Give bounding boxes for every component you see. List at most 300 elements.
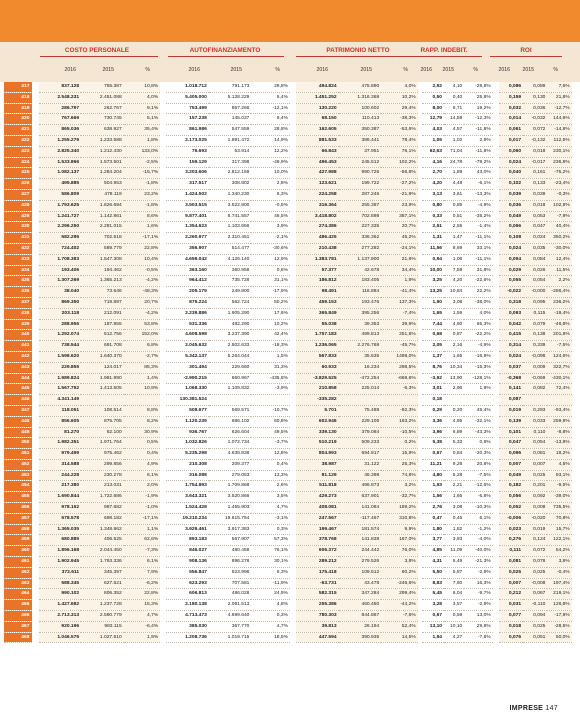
table-cell: -39,0% bbox=[547, 492, 571, 503]
table-cell: 0,68 bbox=[422, 330, 444, 341]
table-cell: 1.793.336 bbox=[81, 557, 124, 568]
table-cell: 14,59 bbox=[444, 114, 464, 125]
table-cell: 3.520.866 bbox=[209, 492, 252, 503]
table-cell: 65,3% bbox=[464, 319, 492, 330]
table-cell: 372.611 bbox=[39, 567, 82, 578]
table-cell: 860.967 bbox=[209, 373, 252, 384]
table-cell: -22,2% bbox=[464, 330, 492, 341]
table-cell: 1.598.620 bbox=[39, 351, 82, 362]
spacer-cell bbox=[572, 308, 580, 319]
table-cell: 229.660 bbox=[209, 362, 252, 373]
table-cell: 1.032.826 bbox=[166, 438, 209, 449]
group-title-autofinanziamento: AUTOFINANZIAMENTO bbox=[189, 47, 261, 54]
table-cell: 0,096 bbox=[499, 449, 523, 460]
table-cell: 4.341.149 bbox=[39, 395, 82, 406]
table-cell: 0,019 bbox=[499, 405, 523, 416]
table-cell: 7,44 bbox=[422, 319, 444, 330]
table-cell: 3.929.461 bbox=[166, 524, 209, 535]
spacer-cell bbox=[572, 535, 580, 546]
table-cell: -0,3% bbox=[547, 189, 571, 200]
table-cell: 298,5% bbox=[381, 362, 418, 373]
table-cell: 62,63 bbox=[422, 146, 444, 157]
table-cell: 738.544 bbox=[39, 341, 82, 352]
table-cell: 0,59 bbox=[444, 611, 464, 622]
table-cell: 0,018 bbox=[523, 146, 547, 157]
table-row bbox=[0, 82, 580, 92]
table-cell: -28,8% bbox=[464, 82, 492, 92]
rank-cell: 467 bbox=[4, 621, 32, 632]
table-cell: -14,8% bbox=[547, 125, 571, 136]
table-cell: 508.677 bbox=[166, 405, 209, 416]
spacer-cell bbox=[572, 459, 580, 470]
table-cell: 1.567.752 bbox=[39, 384, 82, 395]
rank-cell: 428 bbox=[4, 200, 32, 211]
table-cell: 6,04 bbox=[444, 589, 464, 600]
table-cell: -0,020 bbox=[523, 513, 547, 524]
table-cell: -4,0% bbox=[464, 535, 492, 546]
table-cell: 1.365.213 bbox=[81, 276, 124, 287]
table-cell: 162.605 bbox=[296, 125, 339, 136]
table-cell: 322,7% bbox=[547, 362, 571, 373]
table-row bbox=[0, 254, 580, 265]
table-cell: 110.413 bbox=[339, 114, 382, 125]
table-cell: 62.100 bbox=[81, 427, 124, 438]
table-cell: 482.290 bbox=[209, 319, 252, 330]
table-cell: 205.179 bbox=[166, 287, 209, 298]
table-cell: 1498,0% bbox=[381, 351, 418, 362]
table-cell: 3,08 bbox=[444, 503, 464, 514]
rank-cell: 465 bbox=[4, 600, 32, 611]
table-cell: -0,017 bbox=[523, 157, 547, 168]
table-cell: 5,45 bbox=[422, 589, 444, 600]
table-cell: 2,6% bbox=[251, 481, 290, 492]
table-cell: 203.118 bbox=[39, 308, 82, 319]
table-cell: 279.526 bbox=[339, 557, 382, 568]
table-cell: 19.815.754 bbox=[209, 513, 252, 524]
table-cell: 2.180.138 bbox=[166, 600, 209, 611]
table-cell: -45,7% bbox=[381, 341, 418, 352]
table-cell: 183.405 bbox=[339, 276, 382, 287]
table-cell: 1,56 bbox=[422, 492, 444, 503]
table-cell: 804.993 bbox=[296, 449, 339, 460]
table-cell: 1.241.727 bbox=[39, 211, 82, 222]
table-cell: 0,101 bbox=[499, 427, 523, 438]
table-cell: 856.605 bbox=[39, 416, 82, 427]
table-cell: 0,87 bbox=[444, 330, 464, 341]
table-cell: -44,2% bbox=[381, 600, 418, 611]
table-cell: 74,8% bbox=[381, 470, 418, 481]
table-row bbox=[0, 297, 580, 308]
table-cell: 33,1% bbox=[464, 243, 492, 254]
table-cell: 0,276 bbox=[499, 535, 523, 546]
rank-cell: 437 bbox=[4, 297, 32, 308]
table-cell: 1.027.510 bbox=[81, 632, 124, 643]
table-cell: -23,4% bbox=[547, 179, 571, 190]
table-cell: -13,8% bbox=[547, 438, 571, 449]
table-row bbox=[0, 524, 580, 535]
table-cell: 5,1% bbox=[124, 114, 161, 125]
table-cell: 0,089 bbox=[523, 82, 547, 92]
table-cell: 2.044.450 bbox=[81, 546, 124, 557]
table-cell: -24,1% bbox=[381, 243, 418, 254]
table-cell: -5,8% bbox=[464, 492, 492, 503]
table-cell: 0,017 bbox=[499, 135, 523, 146]
table-cell: 4,0% bbox=[464, 308, 492, 319]
table-cell: 0,061 bbox=[499, 125, 523, 136]
table-cell: 0,078 bbox=[523, 557, 547, 568]
table-cell: 230,1% bbox=[547, 146, 571, 157]
table-cell: -27,2% bbox=[381, 179, 418, 190]
table-cell: 274.386 bbox=[296, 222, 339, 233]
table-cell: 1.826.694 bbox=[81, 200, 124, 211]
table-cell: 0,4% bbox=[251, 459, 290, 470]
table-cell: 511.818 bbox=[296, 481, 339, 492]
table-cell: 0,014 bbox=[499, 114, 523, 125]
table-cell: 0,415 bbox=[499, 330, 523, 341]
table-cell: 30,9% bbox=[124, 427, 161, 438]
table-cell: 22,8% bbox=[124, 243, 161, 254]
table-cell: 3,8% bbox=[547, 557, 571, 568]
spacer-cell bbox=[572, 222, 580, 233]
table-cell: 1,02 bbox=[444, 135, 464, 146]
table-cell: 1.573.501 bbox=[81, 157, 124, 168]
table-cell: 277.282 bbox=[339, 243, 382, 254]
table-cell: 865.036 bbox=[39, 125, 82, 136]
table-cell: 512.756 bbox=[81, 330, 124, 341]
table-cell: 637.901 bbox=[339, 492, 382, 503]
table-cell: 167,0% bbox=[381, 535, 418, 546]
table-cell bbox=[339, 395, 382, 406]
table-cell: 582.315 bbox=[296, 589, 339, 600]
table-cell: 255.386 bbox=[296, 600, 339, 611]
table-cell: -4,2% bbox=[124, 276, 161, 287]
spacer-cell bbox=[572, 92, 580, 103]
table-cell: 22,8% bbox=[124, 589, 161, 600]
table-cell: 1.971.764 bbox=[81, 438, 124, 449]
spacer-cell bbox=[572, 567, 580, 578]
table-cell: 60,8% bbox=[251, 416, 290, 427]
table-cell: -93,4% bbox=[547, 405, 571, 416]
table-cell: 10,84 bbox=[444, 287, 464, 298]
table-cell: 10,2% bbox=[251, 319, 290, 330]
table-row bbox=[0, 330, 580, 341]
table-cell: 3.237.390 bbox=[209, 330, 252, 341]
table-cell: 2,55 bbox=[444, 222, 464, 233]
rank-cell: 438 bbox=[4, 308, 32, 319]
table-row bbox=[0, 427, 580, 438]
rank-cell: 424 bbox=[4, 157, 32, 168]
table-cell: 0,029 bbox=[499, 265, 523, 276]
table-cell: 861.986 bbox=[166, 125, 209, 136]
table-cell: -32,7% bbox=[381, 492, 418, 503]
table-cell: 0,093 bbox=[499, 308, 523, 319]
table-cell: -6,3% bbox=[381, 384, 418, 395]
table-cell: 224.258 bbox=[296, 189, 339, 200]
table-cell: 0,007 bbox=[499, 459, 523, 470]
table-cell: 98.491 bbox=[296, 287, 339, 298]
table-cell: 347.284 bbox=[339, 589, 382, 600]
spacer-cell bbox=[572, 135, 580, 146]
table-cell: 316.364 bbox=[296, 200, 339, 211]
table-cell: 1,8% bbox=[464, 384, 492, 395]
table-cell: 427.988 bbox=[296, 168, 339, 179]
table-cell: 0,339 bbox=[523, 341, 547, 352]
subheader-year: 2015 bbox=[522, 67, 534, 73]
table-row bbox=[0, 92, 580, 103]
table-cell: 60.933 bbox=[296, 362, 339, 373]
table-cell: 244.228 bbox=[39, 470, 82, 481]
table-cell: 0,051 bbox=[523, 632, 547, 643]
table-cell: 227.335 bbox=[339, 222, 382, 233]
table-cell: 2.812.159 bbox=[209, 168, 252, 179]
table-cell: 602.946 bbox=[296, 416, 339, 427]
table-cell: 193.406 bbox=[39, 265, 82, 276]
table-cell: 1.316.368 bbox=[339, 92, 382, 103]
table-cell: 908.136 bbox=[166, 557, 209, 568]
rank-cell: 463 bbox=[4, 578, 32, 589]
table-cell: 4,16 bbox=[422, 157, 444, 168]
table-cell: 2,16 bbox=[444, 341, 464, 352]
spacer-cell bbox=[572, 546, 580, 557]
table-cell: 26.194 bbox=[339, 621, 382, 632]
table-cell: 42.678 bbox=[339, 265, 382, 276]
table-cell: 0,052 bbox=[499, 503, 523, 514]
table-cell: -30,0% bbox=[547, 243, 571, 254]
rank-cell: 452 bbox=[4, 459, 32, 470]
table-cell: 0,060 bbox=[499, 146, 523, 157]
table-cell: -4,9% bbox=[464, 200, 492, 211]
table-cell: 556.847 bbox=[166, 567, 209, 578]
table-cell: 0,111 bbox=[499, 546, 523, 557]
table-cell: 1.072.734 bbox=[209, 438, 252, 449]
table-cell: 229.855 bbox=[39, 362, 82, 373]
table-cell: 0,6% bbox=[251, 265, 290, 276]
table-cell: 299,4% bbox=[381, 589, 418, 600]
table-cell: 3,2% bbox=[381, 481, 418, 492]
group-underline bbox=[168, 56, 284, 57]
table-row bbox=[0, 114, 580, 125]
rank-cell: 439 bbox=[4, 319, 32, 330]
table-cell: 137,3% bbox=[381, 297, 418, 308]
group-underline bbox=[296, 56, 416, 57]
group-title-roi: ROI bbox=[520, 47, 532, 54]
table-cell: 3.643.321 bbox=[166, 492, 209, 503]
table-cell: 406.525 bbox=[81, 535, 124, 546]
table-cell: 3,13 bbox=[422, 189, 444, 200]
table-cell: 189,2% bbox=[381, 503, 418, 514]
table-cell: 18,5% bbox=[251, 632, 290, 643]
table-cell: 578.578 bbox=[39, 513, 82, 524]
footer-page-number: 147 bbox=[545, 705, 558, 712]
table-cell: 210.308 bbox=[166, 459, 209, 470]
table-cell: 562.724 bbox=[209, 297, 252, 308]
table-cell: -3.829.525 bbox=[296, 373, 339, 384]
table-cell: 1.905.290 bbox=[209, 308, 252, 319]
table-cell: 514.477 bbox=[209, 243, 252, 254]
table-cell: 1.019.715 bbox=[209, 632, 252, 643]
rank-cell: 430 bbox=[4, 222, 32, 233]
table-cell: 1.340.230 bbox=[209, 189, 252, 200]
table-cell: 46.398 bbox=[339, 470, 382, 481]
table-cell: 19,2% bbox=[464, 103, 492, 114]
table-cell: 1.068.330 bbox=[166, 384, 209, 395]
table-cell: 236,2% bbox=[547, 297, 571, 308]
table-cell: 73.646 bbox=[81, 287, 124, 298]
table-cell: 5,28 bbox=[444, 470, 464, 481]
table-cell: 0,094 bbox=[523, 611, 547, 622]
table-cell: 0,040 bbox=[499, 168, 523, 179]
table-cell: 30,1% bbox=[251, 557, 290, 568]
spacer-cell bbox=[572, 200, 580, 211]
table-cell: 730.745 bbox=[81, 114, 124, 125]
table-cell: 0,047 bbox=[499, 438, 523, 449]
table-cell: 15,7% bbox=[547, 524, 571, 535]
rank-cell: 453 bbox=[4, 470, 32, 481]
table-cell: 0,076 bbox=[499, 632, 523, 643]
table-cell: 197,4% bbox=[547, 578, 571, 589]
table-cell: 8,4% bbox=[251, 114, 290, 125]
table-cell: 14,5% bbox=[381, 632, 418, 643]
table-cell: 0,072 bbox=[523, 546, 547, 557]
group-title-rapp-indebit: RAPP. INDEBIT. bbox=[420, 47, 468, 54]
table-cell: 0,141 bbox=[499, 384, 523, 395]
table-row bbox=[0, 546, 580, 557]
table-cell: 112,5% bbox=[547, 135, 571, 146]
table-cell: 1.255.279 bbox=[39, 135, 82, 146]
table-row bbox=[0, 179, 580, 190]
table-cell: -3,92 bbox=[422, 373, 444, 384]
table-row bbox=[0, 503, 580, 514]
rank-cell: 421 bbox=[4, 125, 32, 136]
table-cell: 390.935 bbox=[339, 632, 382, 643]
table-cell: 317.517 bbox=[166, 179, 209, 190]
table-cell: -22,6% bbox=[464, 276, 492, 287]
table-cell: 310,8% bbox=[381, 513, 418, 524]
table-cell: -20,3% bbox=[464, 449, 492, 460]
spacer-cell bbox=[572, 395, 580, 406]
table-cell: 4,57 bbox=[444, 125, 464, 136]
table-cell: 702.898 bbox=[339, 211, 382, 222]
table-cell: 586.809 bbox=[39, 189, 82, 200]
table-cell: 0,031 bbox=[499, 600, 523, 611]
table-cell: 20,8% bbox=[464, 459, 492, 470]
rank-cell: 461 bbox=[4, 557, 32, 568]
table-cell: 8,76 bbox=[422, 362, 444, 373]
table-cell: 316.088 bbox=[166, 470, 209, 481]
group-underline bbox=[410, 56, 482, 57]
table-cell: 2,05 bbox=[422, 341, 444, 352]
table-cell: 199.467 bbox=[296, 524, 339, 535]
spacer-cell bbox=[572, 449, 580, 460]
rank-cell: 459 bbox=[4, 535, 32, 546]
table-cell: 209.377 bbox=[209, 459, 252, 470]
table-cell: -32,1% bbox=[464, 416, 492, 427]
table-cell: 387,1% bbox=[381, 211, 418, 222]
table-cell: 9,28 bbox=[444, 459, 464, 470]
table-cell: 499.813 bbox=[339, 330, 382, 341]
table-cell: 806.352 bbox=[81, 589, 124, 600]
table-row bbox=[0, 233, 580, 244]
table-cell: 71,04 bbox=[444, 146, 464, 157]
table-cell: 459.153 bbox=[296, 297, 339, 308]
rank-cell: 426 bbox=[4, 179, 32, 190]
table-cell: -2,9% bbox=[464, 600, 492, 611]
table-cell: 8,8% bbox=[124, 405, 161, 416]
data-table bbox=[0, 82, 580, 643]
table-cell: 31.122 bbox=[339, 459, 382, 470]
table-cell: 126,8% bbox=[547, 600, 571, 611]
table-cell: 0,133 bbox=[523, 179, 547, 190]
table-cell: 1.307.269 bbox=[39, 276, 82, 287]
table-cell: -2,5% bbox=[124, 157, 161, 168]
table-cell: -2,9% bbox=[464, 567, 492, 578]
table-cell: 249.800 bbox=[209, 287, 252, 298]
table-cell: 29,4% bbox=[381, 103, 418, 114]
table-cell: -3,7% bbox=[251, 438, 290, 449]
table-cell: -7,5% bbox=[464, 470, 492, 481]
rank-cell: 457 bbox=[4, 513, 32, 524]
table-cell: 1,6% bbox=[124, 222, 161, 233]
table-cell: 0,025 bbox=[523, 567, 547, 578]
table-cell: 896.278 bbox=[209, 557, 252, 568]
table-cell: 17,6% bbox=[251, 308, 290, 319]
table-cell: -11,8% bbox=[464, 125, 492, 136]
table-cell: -21,3% bbox=[464, 557, 492, 568]
table-cell: 289.212 bbox=[296, 557, 339, 568]
table-row bbox=[0, 200, 580, 211]
table-cell: 686.102 bbox=[209, 416, 252, 427]
spacer-cell bbox=[572, 319, 580, 330]
table-cell: 244.442 bbox=[339, 546, 382, 557]
table-cell: 365.849 bbox=[296, 308, 339, 319]
table-cell: 38.040 bbox=[39, 287, 82, 298]
table-cell: 0,024 bbox=[523, 233, 547, 244]
subheader-year: 2015 bbox=[102, 67, 114, 73]
table-row bbox=[0, 189, 580, 200]
table-cell: 1.284.204 bbox=[81, 168, 124, 179]
table-cell bbox=[124, 395, 161, 406]
table-cell: 0,084 bbox=[523, 254, 547, 265]
table-cell: 152,0% bbox=[124, 330, 161, 341]
table-cell: 5.128.229 bbox=[209, 92, 252, 103]
table-cell: 2,0% bbox=[124, 481, 161, 492]
table-cell: 0,201 bbox=[523, 481, 547, 492]
table-cell: 0,024 bbox=[499, 351, 523, 362]
rank-cell: 431 bbox=[4, 233, 32, 244]
table-cell: 1.109.832 bbox=[209, 384, 252, 395]
rank-cell: 440 bbox=[4, 330, 32, 341]
table-cell: 130.220 bbox=[296, 103, 339, 114]
table-cell: 4,03 bbox=[422, 125, 444, 136]
rank-cell: 423 bbox=[4, 146, 32, 157]
table-row bbox=[0, 211, 580, 222]
table-cell: 0,087 bbox=[499, 395, 523, 406]
table-cell: 0,079 bbox=[523, 319, 547, 330]
table-cell: -3,1% bbox=[251, 513, 290, 524]
table-cell: 6,3% bbox=[251, 189, 290, 200]
table-cell: 0,095 bbox=[523, 297, 547, 308]
table-cell: 255.387 bbox=[339, 200, 382, 211]
table-cell: 990.102 bbox=[39, 589, 82, 600]
table-cell: 429.273 bbox=[296, 492, 339, 503]
table-cell: 76,1% bbox=[251, 546, 290, 557]
table-cell: -0,000 bbox=[523, 287, 547, 298]
table-row bbox=[0, 319, 580, 330]
table-cell: 76.693 bbox=[166, 146, 209, 157]
table-cell: 0,035 bbox=[523, 243, 547, 254]
table-cell: 45,4% bbox=[464, 405, 492, 416]
table-cell: 385.030 bbox=[166, 621, 209, 632]
